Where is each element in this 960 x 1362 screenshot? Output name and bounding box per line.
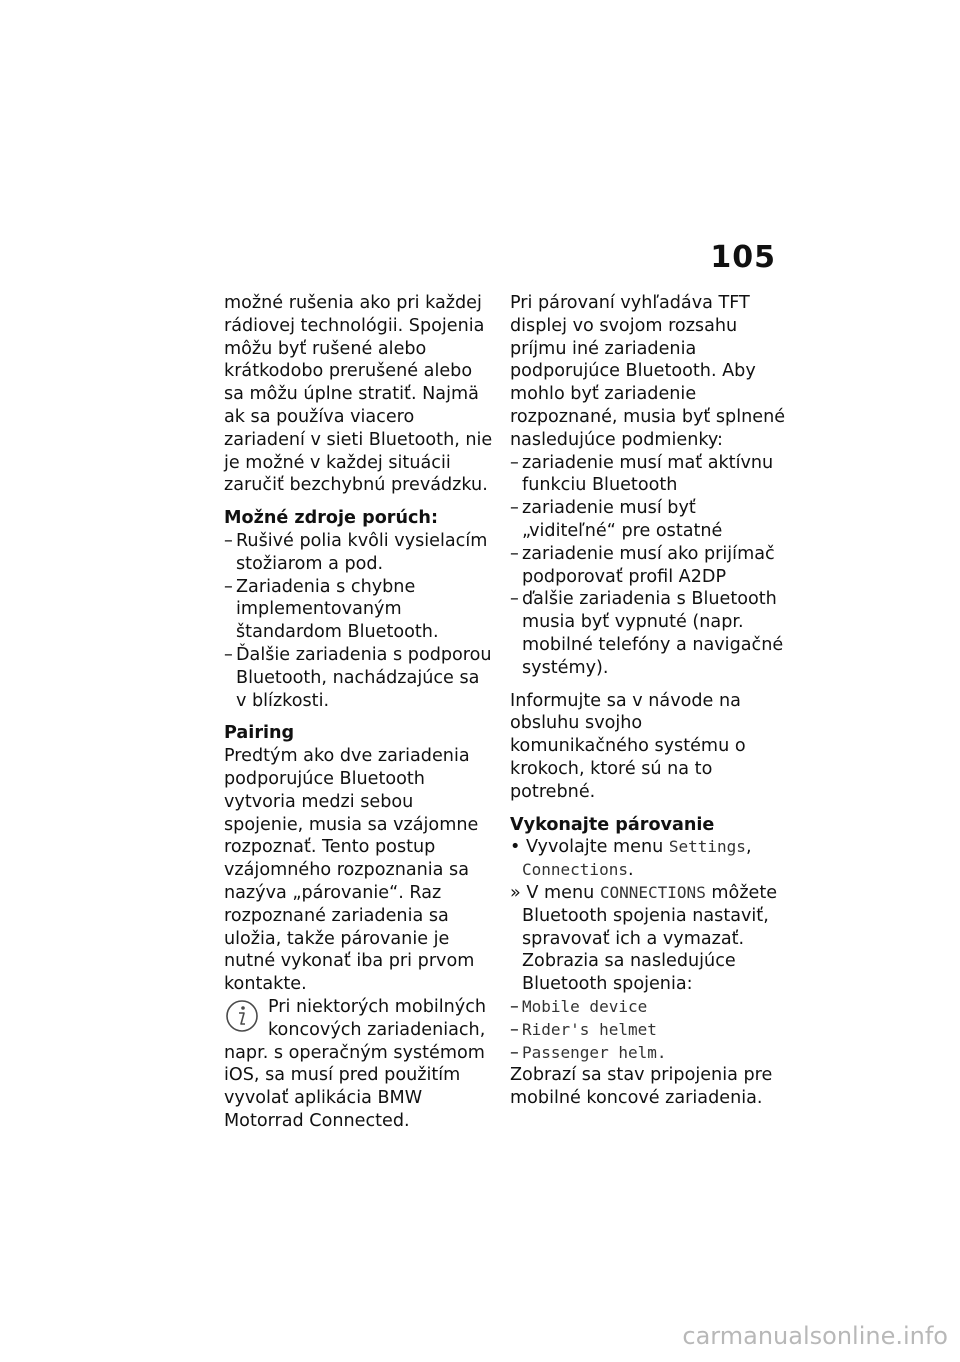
- condition-item: – zariadenie musí mať aktívnu funkciu Bluetooth: [510, 452, 786, 498]
- cause-item: – Zariadenia s chybne implementovaným štandardom Bluetooth.: [224, 576, 494, 644]
- step-2: [510, 882, 786, 996]
- step-1: [510, 836, 786, 882]
- page-number: 105: [710, 240, 776, 275]
- connection-item: [510, 1019, 786, 1042]
- result-arrow-icon: »: [510, 882, 521, 903]
- menu-connections: CONNECTIONS: [599, 882, 706, 902]
- step-2-rest: môžete Bluetooth spojenia nastaviť, spravovať ich a vymazať. Zobrazia sa nasledujúce Bluetooth spojenia:: [522, 882, 778, 995]
- right-column: [510, 292, 786, 1110]
- info-icon: [224, 998, 260, 1034]
- status-paragraph: Zobrazí sa stav pripojenia pre mobilné koncové zariadenia.: [510, 1065, 773, 1109]
- step-2-text: V menu: [526, 882, 595, 903]
- connection-item: [510, 1042, 786, 1065]
- connection-item: [510, 996, 786, 1019]
- step-1-period: .: [627, 860, 634, 881]
- connection-label: Rider's helmet: [522, 1019, 657, 1039]
- step-1-text: Vyvolajte menu: [525, 837, 664, 858]
- cause-item: – Ďalšie zariadenia s podporou Bluetooth, nachádzajúce sa v blízkosti.: [224, 644, 494, 712]
- step-1-comma: ,: [745, 837, 752, 858]
- menu-path-settings: Settings: [668, 837, 746, 857]
- info-note: [224, 996, 494, 1042]
- connection-label: Passenger helm.: [522, 1042, 667, 1062]
- cause-item: – Rušivé polia kvôli vysielacím stožiarom a pod.: [224, 530, 494, 576]
- condition-item: – zariadenie musí byť „viditeľné“ pre ostatné: [510, 497, 786, 543]
- causes-heading: Možné zdroje porúch:: [224, 508, 438, 529]
- condition-item: – ďalšie zariadenia s Bluetooth musia byť vypnuté (napr. mobilné telefóny a navigačné systémy).: [510, 588, 786, 679]
- pairing-search-paragraph: Pri párovaní vyhľadáva TFT displej vo svojom rozsahu príjmu iné zariadenia podporujúce Bluetooth. Aby mohlo byť zariadenie rozpoznané, musia byť splnené nasledujúce podmienky:: [510, 293, 786, 450]
- pairing-heading: Pairing: [224, 723, 295, 744]
- perform-heading: Vykonajte párovanie: [510, 814, 715, 835]
- menu-path-connections: Connections: [522, 860, 628, 880]
- watermark: carmanualsonline.info: [682, 1322, 948, 1350]
- connection-label: Mobile device: [522, 996, 648, 1016]
- info-paragraph: Informujte sa v návode na obsluhu svojho komunikačného systému o krokoch, ktoré sú na to potrebné.: [510, 690, 746, 802]
- condition-item: – zariadenie musí ako prijímač podporovať profil A2DP: [510, 543, 786, 589]
- intro-paragraph: možné rušenia ako pri každej rádiovej technológii. Spojenia môžu byť rušené alebo krátkodobo prerušené alebo sa môžu úplne stratiť. Najmä ak sa používa viacero zariadení v sieti Bluetooth, nie je možné v každej situácii zaručiť bezchybnú prevádzku.: [224, 293, 493, 496]
- bullet-icon: •: [510, 837, 521, 858]
- note-text-top: Pri niektorých mobilných koncových zariadeniach,: [268, 996, 487, 1040]
- pairing-paragraph: Predtým ako dve zariadenia podporujúce Bluetooth vytvoria medzi sebou spojenie, musia sa vzájomne rozpoznať. Tento postup vzájomného rozpoznania sa nazýva „párovanie“. Raz rozpoznané zariadenia sa uložia, takže párovanie je nutné vykonať iba pri prvom kontakte.: [224, 746, 479, 995]
- note-text-bottom: napr. s operačným systémom iOS, sa musí pred použitím vyvolať aplikácia BMW Motorrad Connected.: [224, 1042, 485, 1131]
- left-column: [224, 292, 494, 1133]
